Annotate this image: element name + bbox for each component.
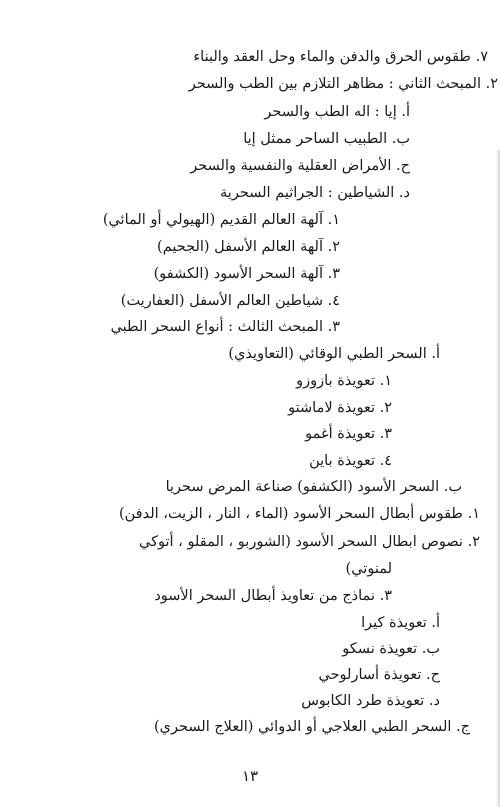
toc-line-14: ٢. تعويذة لاماشتو: [288, 400, 392, 416]
toc-line-24: ح. تعويذة أسارلوحي: [318, 667, 440, 683]
toc-line-4: ب. الطبيب الساحر ممثل إيا: [243, 131, 410, 147]
page-edge-shadow: [496, 150, 500, 807]
toc-line-21: ٣. نماذج من تعاويذ أبطال السحر الأسود: [154, 588, 392, 604]
toc-line-22: أ. تعويذة كيرا: [361, 615, 440, 631]
toc-line-6: د. الشياطين : الجراثيم السحرية: [220, 185, 410, 201]
toc-line-16: ٤. تعويذة باين: [309, 453, 392, 469]
toc-line-15: ٣. تعويذة أغمو: [305, 426, 392, 442]
toc-line-20: لمنوتي): [345, 561, 392, 577]
toc-line-2: ٢. المبحث الثاني : مظاهر التلازم بين الطب والسحر: [188, 76, 498, 92]
toc-line-1: ٧. طقوس الحرق والدفن والماء وحل العقد والبناء: [193, 49, 488, 65]
toc-line-7: ١. آلهة العالم القديم (الهيولي أو المائي): [102, 212, 340, 228]
toc-line-10: ٤. شياطين العالم الأسفل (العفاريت): [120, 293, 340, 309]
toc-line-5: ح. الأمراض العقلية والنفسية والسحر: [190, 158, 410, 174]
toc-line-19: ٢. نصوص ابطال السحر الأسود (الشوربو ، المقلو ، أتوكي: [139, 534, 480, 550]
toc-line-26: ج. السحر الطبي العلاجي أو الدوائي (العلاج السحري): [153, 719, 470, 735]
toc-line-23: ب. تعويذة نسكو: [342, 641, 440, 657]
toc-line-13: ١. تعويذة بازوزو: [296, 373, 392, 389]
toc-line-11: ٣. المبحث الثالث : أنواع السحر الطبي: [110, 319, 340, 335]
toc-line-8: ٢. آلهة العالم الأسفل (الجحيم): [157, 239, 340, 255]
toc-line-18: ١. طقوس أبطال السحر الأسود (الماء ، النار ، الزيت، الدفن): [118, 506, 480, 522]
toc-line-25: د. تعويذة طرد الكابوس: [301, 693, 440, 709]
toc-line-17: ب. السحر الأسود (الكشفو) صناعة المرض سحريا: [165, 479, 462, 495]
page-number: ١٣: [241, 767, 259, 785]
toc-line-9: ٣. آلهة السحر الأسود (الكشفو): [153, 266, 340, 282]
toc-line-12: أ. السحر الطبي الوقائي (التعاويذي): [228, 346, 440, 362]
toc-line-3: أ. إيا : اله الطب والسحر: [264, 104, 410, 120]
